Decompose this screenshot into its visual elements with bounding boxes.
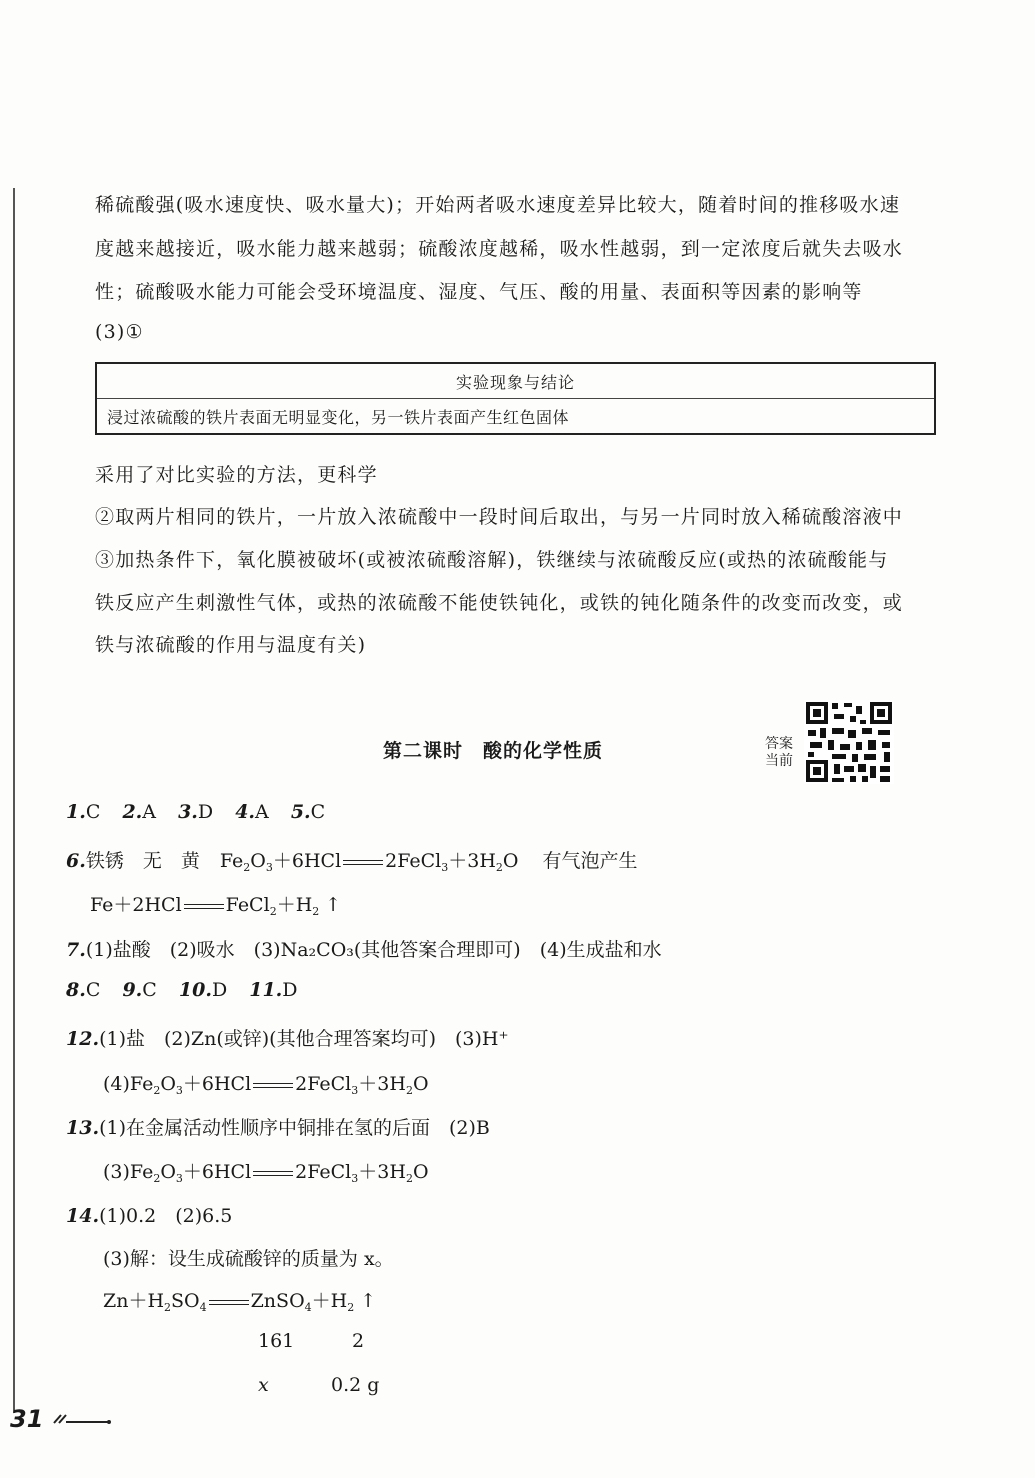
- answer-13: [66, 1113, 490, 1140]
- q12-text: (1)盐 (2)Zn(或锌)(其他合理答案均可) (3)H⁺: [99, 1028, 509, 1050]
- intro-line-1: 稀硫酸强(吸水速度快、吸水量大)；开始两者吸水速度差异比较大，随着时间的推移吸水速: [95, 194, 901, 216]
- q13-text: (1)在金属活动性顺序中铜排在氢的后面 (2)B: [99, 1117, 490, 1139]
- q3-number: 3.: [178, 801, 198, 823]
- after-line-2: ②取两片相同的铁片，一片放入浓硫酸中一段时间后取出，与另一片同时放入稀硫酸溶液中: [95, 506, 904, 528]
- after-line-5: 铁与浓硫酸的作用与温度有关): [95, 634, 367, 656]
- q14-number: 14.: [66, 1205, 100, 1227]
- q5-number: 5.: [290, 801, 311, 823]
- ratio-bottom-right: 0.2 g: [331, 1374, 380, 1396]
- q10-answer: D: [211, 979, 228, 1001]
- answer-12: [66, 1024, 509, 1051]
- q4-answer: A: [255, 801, 269, 823]
- q1-number: 1.: [66, 801, 86, 823]
- qr-code-icon[interactable]: [804, 700, 894, 784]
- q6-words: 铁锈 无 黄: [85, 850, 200, 872]
- q5-answer: C: [310, 801, 326, 823]
- page-decoration-icon: [52, 1413, 112, 1425]
- q12-4-label: (4): [103, 1073, 130, 1095]
- intro-line-3: 性；硫酸吸水能力可能会受环境温度、湿度、气压、酸的用量、表面积等因素的影响等: [95, 281, 863, 303]
- q14-text: (1)0.2 (2)6.5: [99, 1205, 233, 1227]
- q12-equation: $(4)Fe_2O_3+6HCl$ $2FeCl_3+3H_2O$: [103, 1073, 429, 1097]
- result-table: [95, 362, 936, 435]
- q8-number: 8.: [66, 979, 86, 1001]
- ratio-bottom-left: x: [258, 1374, 269, 1396]
- q6-tail: 有气泡产生: [542, 850, 638, 872]
- ratio-top-left: 161: [258, 1330, 295, 1352]
- q7-number: 7.: [66, 939, 86, 961]
- q10-number: 10.: [178, 979, 212, 1001]
- after-line-3: ③加热条件下，氧化膜被破坏(或被浓硫酸溶解)，铁继续与浓硫酸反应(或热的浓硫酸能与: [95, 549, 889, 571]
- answer-14: [66, 1201, 232, 1228]
- q13-equation: $(3)Fe_2O_3+6HCl$ $2FeCl_3+3H_2O$: [103, 1161, 429, 1185]
- q7-text: (1)盐酸 (2)吸水 (3)Na₂CO₃(其他答案合理即可) (4)生成盐和水: [85, 939, 662, 961]
- q11-number: 11.: [249, 979, 283, 1001]
- table-row: 浸过浓硫酸的铁片表面无明显变化，另一铁片表面产生红色固体: [96, 399, 935, 435]
- q2-number: 2.: [122, 801, 143, 823]
- q8-answer: C: [85, 979, 101, 1001]
- after-line-1: 采用了对比实验的方法，更科学: [95, 464, 378, 486]
- section-title: 第二课时 酸的化学性质: [383, 740, 604, 762]
- q12-number: 12.: [66, 1028, 100, 1050]
- table-header: 实验现象与结论: [96, 363, 935, 399]
- answer-7: [66, 935, 662, 962]
- q14-equation: $Zn+H_2SO_4$ $ZnSO_4+H_2$ ↑: [103, 1290, 377, 1314]
- ratio-top-right: 2: [352, 1330, 365, 1352]
- q6-number: 6.: [66, 850, 86, 872]
- qr-label: 答案当前: [765, 736, 793, 769]
- part3-label: (3)①: [95, 321, 144, 343]
- intro-line-2: 度越来越接近，吸水能力越来越弱；硫酸浓度越稀，吸水性越弱，到一定浓度后就失去吸水: [95, 238, 904, 260]
- answers-1-5: [66, 801, 325, 823]
- q13-3-label: (3): [103, 1161, 130, 1183]
- q2-answer: A: [142, 801, 157, 823]
- after-line-4: 铁反应产生刺激性气体，或热的浓硫酸不能使铁钝化，或铁的钝化随条件的改变而改变，或: [95, 592, 904, 614]
- q3-answer: D: [197, 801, 214, 823]
- q9-number: 9.: [122, 979, 143, 1001]
- q9-answer: C: [142, 979, 157, 1001]
- q4-number: 4.: [235, 801, 256, 823]
- page-number: 31: [10, 1405, 44, 1433]
- answers-8-11: [66, 979, 298, 1001]
- q14-3-text: (3)解：设生成硫酸锌的质量为 x。: [103, 1248, 394, 1270]
- q11-answer: D: [282, 979, 298, 1001]
- q6-equation-2: Fe＋2HCl $FeCl_2+H_2$ ↑: [90, 894, 342, 918]
- q6-equation-1: $Fe_2O_3+6HCl$ $2FeCl_3+3H_2O$: [219, 850, 519, 874]
- q1-answer: C: [85, 801, 101, 823]
- answer-6: [66, 846, 638, 874]
- margin-rule: [13, 188, 15, 1413]
- q13-number: 13.: [66, 1117, 100, 1139]
